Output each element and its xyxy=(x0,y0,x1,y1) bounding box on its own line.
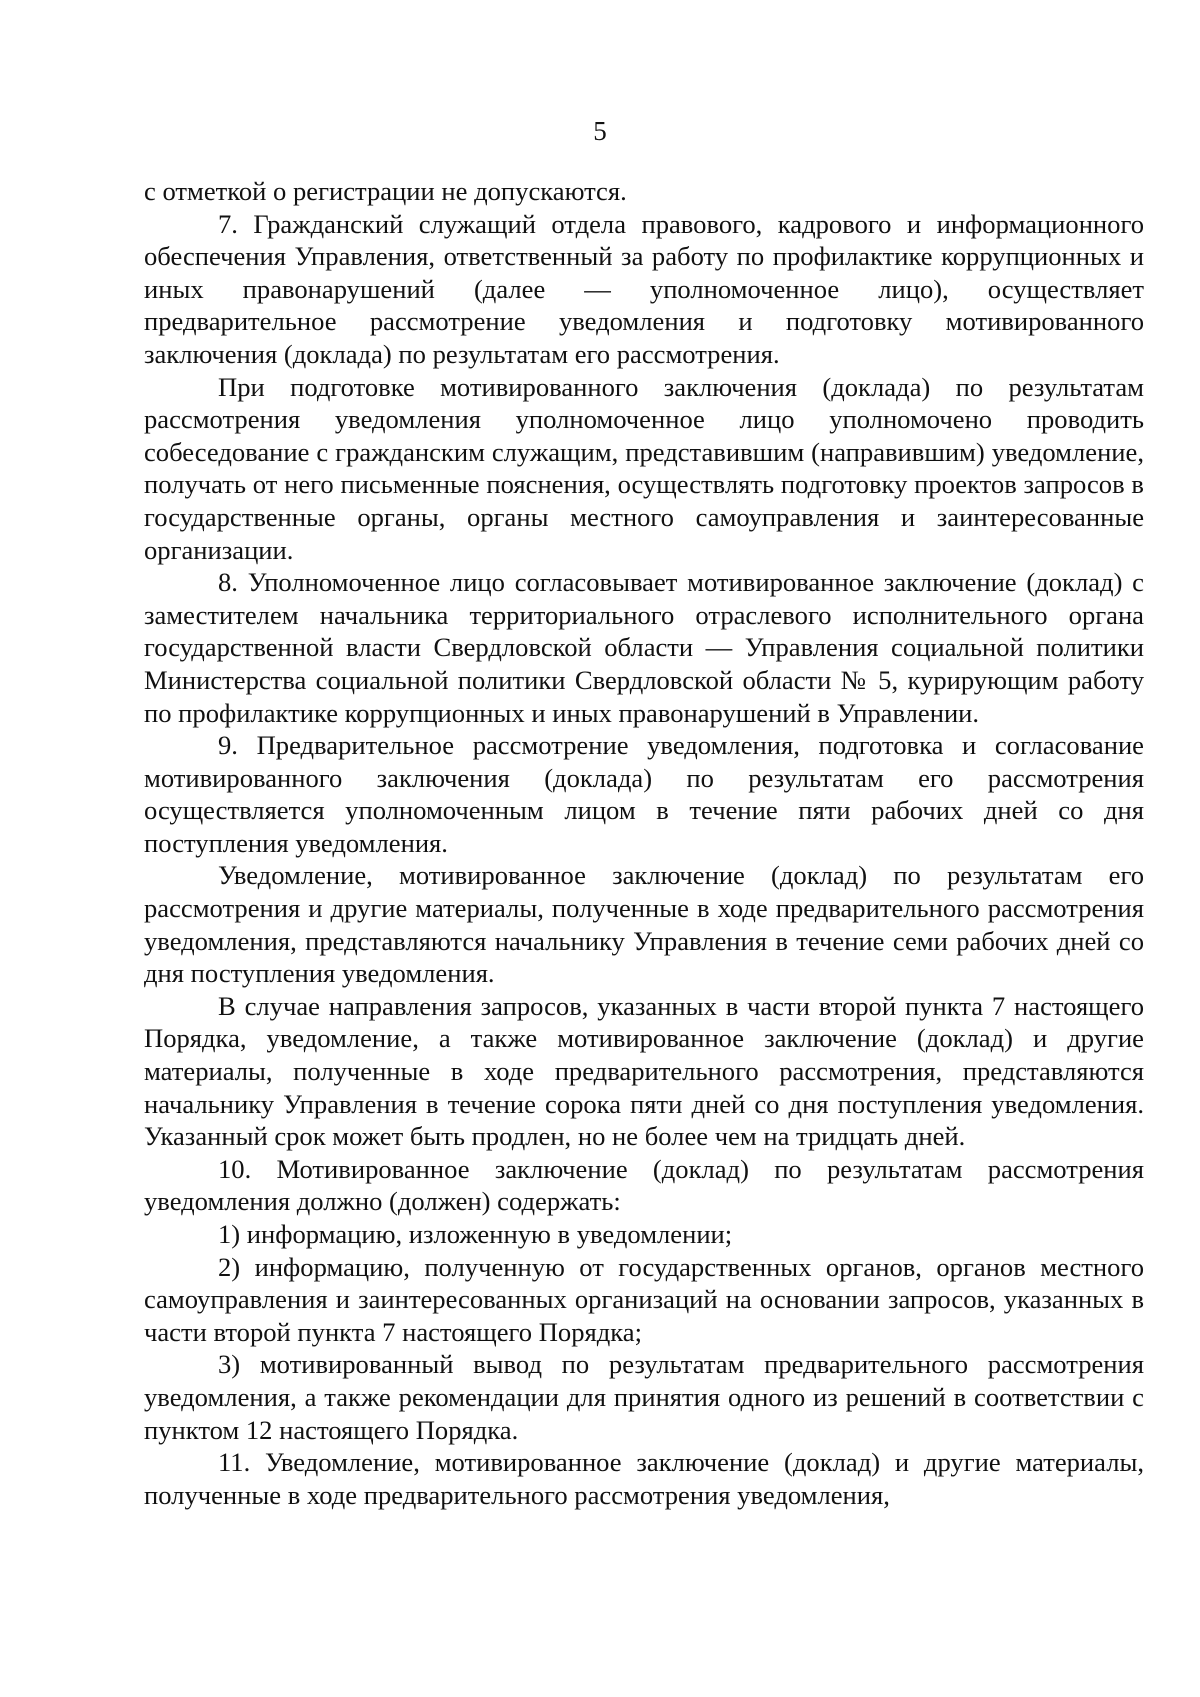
page-number: 5 xyxy=(593,116,607,146)
document-body xyxy=(144,175,1144,1511)
paragraph-continuation: с отметкой о регистрации не допускаются. xyxy=(144,176,627,206)
paragraph-item-8: 8. Уполномоченное лицо согласовывает мотивированное заключение (доклад) с заместителем начальника территориального отраслевого исполнительного органа государственной власти Свердловской области — Управления социальной политики Министерства социальной политики Свердловской области № 5, курирующим работу по профилактике коррупционных и иных правонарушений в Управлении. xyxy=(144,567,1144,728)
paragraph-item-11: 11. Уведомление, мотивированное заключение (доклад) и другие материалы, полученные в ходе предварительного рассмотрения уведомления, xyxy=(144,1447,1144,1510)
paragraph-item-7: 7. Гражданский служащий отдела правового, кадрового и информационного обеспечения Управления, ответственный за работу по профилактике коррупционных и иных правонарушений (далее — уполномоченное лицо), осуществляет предварительное рассмотрение уведомления и подготовку мотивированного заключения (доклада) по результатам его рассмотрения. xyxy=(144,208,1144,369)
paragraph-item-9-part-2: Уведомление, мотивированное заключение (доклад) по результатам его рассмотрения и другие материалы, полученные в ходе предварительного рассмотрения уведомления, представляются начальнику Управления в течение семи рабочих дней со дня поступления уведомления. xyxy=(144,860,1144,989)
paragraph-item-9: 9. Предварительное рассмотрение уведомления, подготовка и согласование мотивированного заключения (доклада) по результатам его рассмотрения осуществляется уполномоченным лицом в течение пяти рабочих дней со дня поступления уведомления. xyxy=(144,730,1144,858)
paragraph-item-9-part-3: В случае направления запросов, указанных в части второй пункта 7 настоящего Порядка, уведомление, а также мотивированное заключение (доклад) и другие материалы, полученные в ходе предварительного рассмотрения, представляются начальнику Управления в течение сорока пяти дней со дня поступления уведомления. Указанный срок может быть продлен, но не более чем на тридцать дней. xyxy=(144,990,1144,1152)
paragraph-item-10-sub-1: 1) информацию, изложенную в уведомлении; xyxy=(218,1219,733,1249)
paragraph-item-10-sub-3: 3) мотивированный вывод по результатам предварительного рассмотрения уведомления, а также рекомендации для принятия одного из решений в соответствии с пунктом 12 настоящего Порядка. xyxy=(144,1349,1144,1445)
paragraph-item-10: 10. Мотивированное заключение (доклад) по результатам рассмотрения уведомления должно (должен) содержать: xyxy=(144,1153,1144,1217)
paragraph-item-10-sub-2: 2) информацию, полученную от государственных органов, органов местного самоуправления и заинтересованных организаций на основании запросов, указанных в части второй пункта 7 настоящего Порядка; xyxy=(144,1251,1144,1347)
paragraph-item-7-part-2: При подготовке мотивированного заключения (доклада) по результатам рассмотрения уведомления уполномоченное лицо уполномочено проводить собеседование с гражданским служащим, представившим (направившим) уведомление, получать от него письменные пояснения, осуществлять подготовку проектов запросов в государственные органы, органы местного самоуправления и заинтересованные организации. xyxy=(144,371,1144,565)
